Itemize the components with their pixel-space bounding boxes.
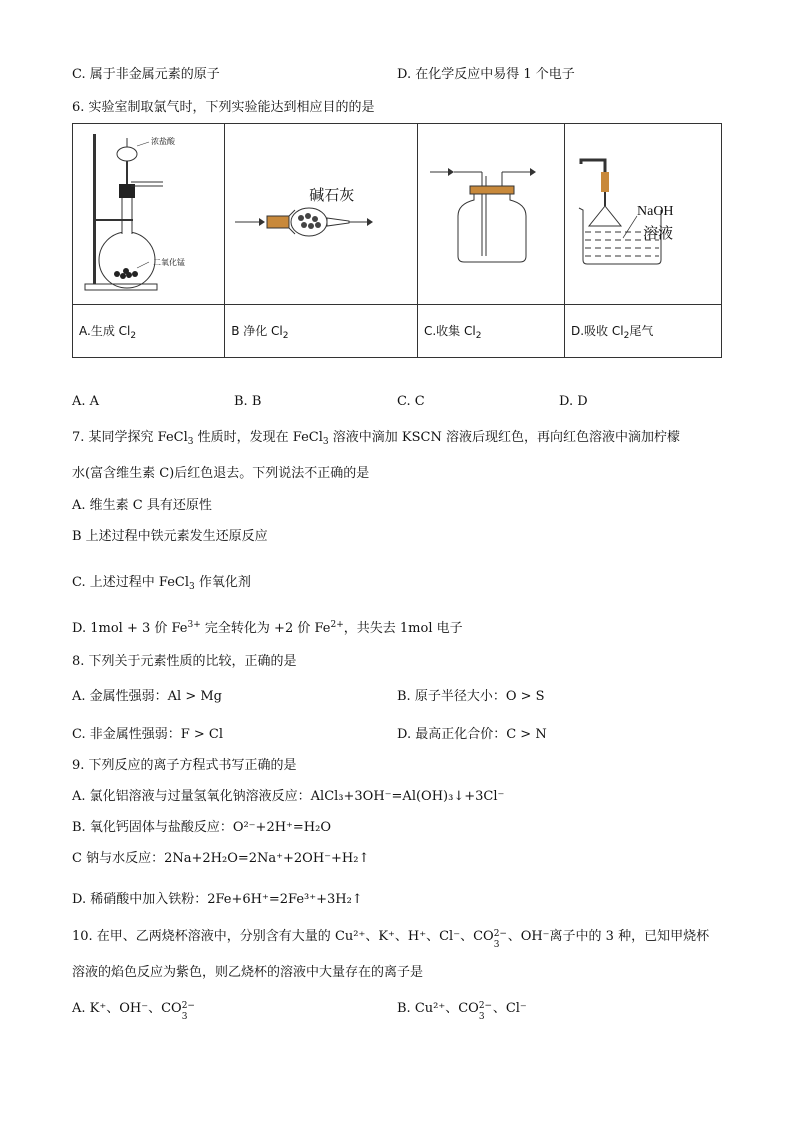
q7-option-a: A. 维生素 C 具有还原性 — [72, 498, 212, 513]
caption-a: A.生成 $Cl_2$ — [73, 305, 225, 358]
q8-option-a: A. 金属性强弱：Al > Mg — [72, 689, 222, 704]
q6-option-d: D. D — [559, 394, 588, 409]
q7-option-c: C. 上述过程中 FeCl$_3$ 作氧化剂 — [72, 575, 251, 592]
label-mno2: 二氧化锰 — [153, 258, 185, 267]
apparatus-b-cell — [225, 124, 418, 305]
q9-option-a: A. 氯化铝溶液与过量氢氧化钠溶液反应：AlCl₃+3OH⁻=Al(OH)₃↓+3Cl⁻ — [72, 789, 505, 804]
apparatus-d-cell — [565, 124, 722, 305]
q9-option-c: C 钠与水反应：2Na+2H₂O=2Na⁺+2OH⁻+H₂↑ — [72, 851, 370, 866]
q5-option-c: C. 属于非金属元素的原子 — [72, 67, 220, 82]
q8-option-d: D. 最高正化合价：C > N — [397, 727, 547, 742]
gas-bottle-figure — [418, 124, 564, 300]
q6-stem: 6. 实验室制取氯气时，下列实验能达到相应目的的是 — [72, 100, 375, 115]
apparatus-table — [72, 123, 722, 358]
label-soda-lime: 碱石灰 — [309, 186, 355, 204]
caption-b: B 净化 $Cl_2$ — [225, 305, 418, 358]
q6-option-a: A. A — [72, 394, 100, 409]
q10-stem-line2: 溶液的焰色反应为紫色，则乙烧杯的溶液中大量存在的离子是 — [72, 965, 424, 980]
q7-option-d: D. 1mol + 3 价 $Fe^{3+}$ 完全转化为 +2 价 $Fe^{2+}$，共失去 1mol 电子 — [72, 620, 463, 636]
q10-option-b: B. Cu²⁺、CO 2− 3 、Cl⁻ — [397, 1001, 527, 1022]
q9-option-b: B. 氧化钙固体与盐酸反应：O²⁻+2H⁺=H₂O — [72, 820, 332, 835]
q8-stem: 8. 下列关于元素性质的比较，正确的是 — [72, 654, 297, 669]
q8-option-b: B. 原子半径大小：O > S — [397, 689, 545, 704]
chlorine-generator-figure — [73, 124, 223, 300]
q6-option-b: B. B — [234, 394, 262, 409]
q7-option-b: B 上述过程中铁元素发生还原反应 — [72, 529, 268, 544]
q8-option-c: C. 非金属性强弱：F > Cl — [72, 727, 224, 742]
apparatus-a-cell — [73, 124, 225, 305]
caption-c: C.收集 $Cl_2$ — [417, 305, 564, 358]
q6-option-c: C. C — [397, 394, 425, 409]
label-solution: 溶液 — [643, 224, 674, 242]
apparatus-c-cell — [417, 124, 564, 305]
q10-stem-line1: 10. 在甲、乙两烧杯溶液中，分别含有大量的 Cu²⁺、K⁺、H⁺、Cl⁻、CO 2− 3 、OH⁻离子中的 3 种，已知甲烧杯 — [72, 929, 710, 950]
label-conc-hcl: 浓盐酸 — [151, 137, 175, 146]
q10-option-a: A. K⁺、OH⁻、CO 2− 3 — [72, 1001, 195, 1022]
caption-d: D.吸收 $Cl_2$尾气 — [565, 305, 722, 358]
q9-option-d: D. 稀硝酸中加入铁粉：2Fe+6H⁺=2Fe³⁺+3H₂↑ — [72, 892, 363, 907]
label-naoh: NaOH — [637, 204, 674, 219]
drying-tube-figure — [225, 124, 415, 300]
q9-stem: 9. 下列反应的离子方程式书写正确的是 — [72, 758, 297, 773]
q5-option-d: D. 在化学反应中易得 1 个电子 — [397, 67, 575, 82]
q7-stem-line1: 7. 某同学探究 FeCl$_3$ 性质时，发现在 FeCl$_3$ 溶液中滴加 KSCN 溶液后现红色，再向红色溶液中滴加柠檬 — [72, 430, 680, 447]
q7-stem-line2: 水(富含维生素 C)后红色退去。下列说法不正确的是 — [72, 466, 370, 481]
